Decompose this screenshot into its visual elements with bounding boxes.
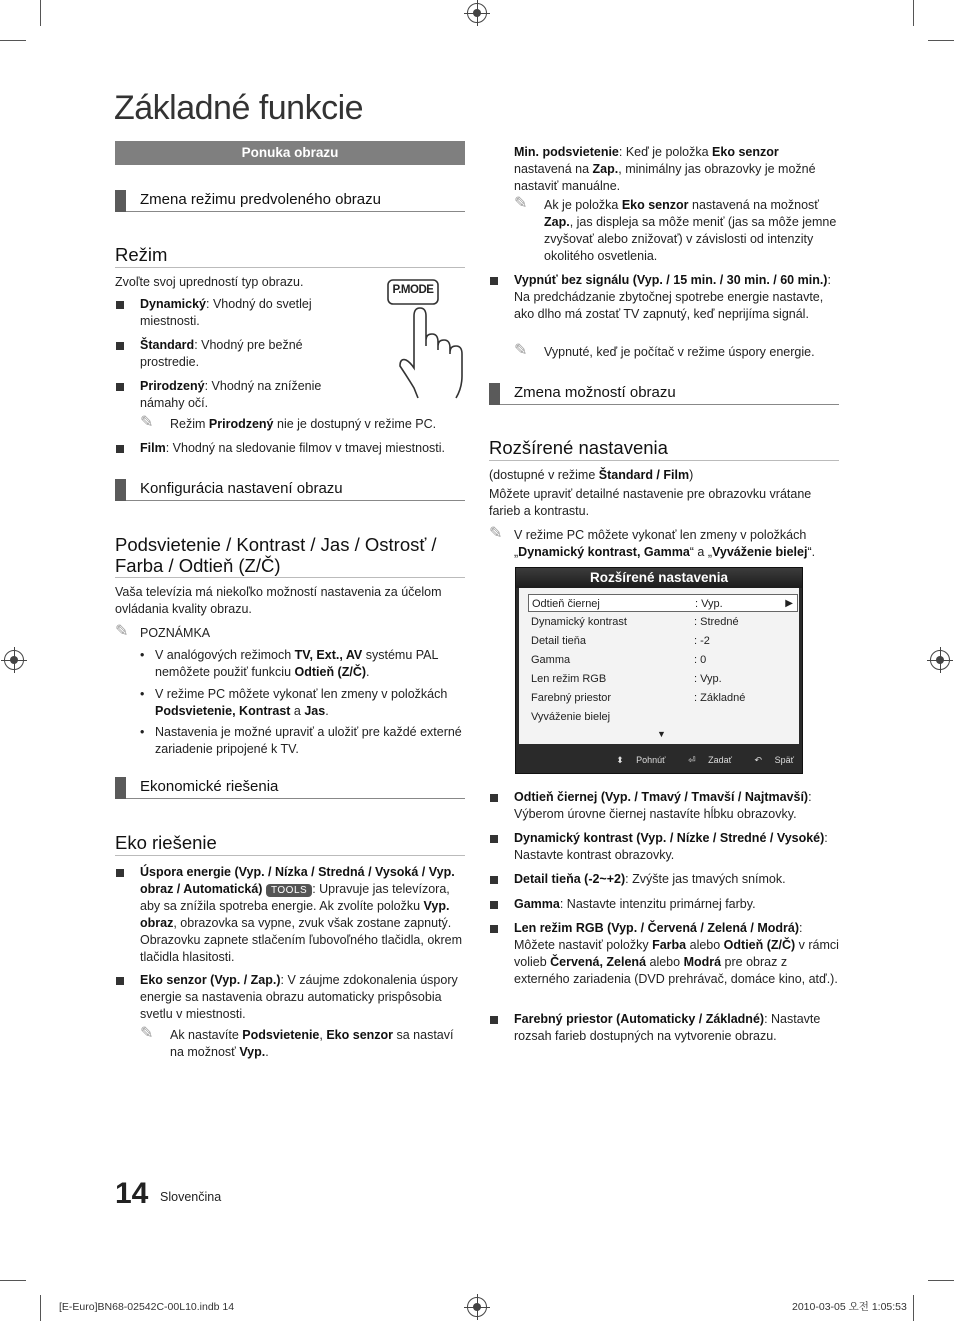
- list-item: Farebný priestor (Automaticky / Základné): Nastavte rozsah farieb dostupných na vytvorenie obrazu.: [489, 1011, 839, 1045]
- list-item: • V analógových režimoch TV, Ext., AV systému PAL nemôžete použiť funkciu Odtieň (Z/Č).: [140, 647, 465, 681]
- enter-hint: ⏎ Zadať: [688, 755, 733, 765]
- list-item: Úspora energie (Vyp. / Nízka / Stredná / Vysoká / Vyp. obraz / Automatická) TOOLS : Upravuje jas televízora, aby sa znížila spotreba energie. Ak zvolíte položku Vyp. obraz, obrazovka sa vypne, zvuk však zostane zapnutý. Obrazovku zapnete stlačením ľubovoľného tlačidla, okrem tlačidla hlasitosti.: [115, 864, 465, 966]
- osd-row[interactable]: Dynamický kontrast : Stredné: [531, 616, 739, 628]
- list-item: Prirodzený: Vhodný na zníženie námahy očí.: [115, 378, 335, 412]
- list-item: • Nastavenia je možné upraviť a uložiť pre každé externé zariadenie pripojené k TV.: [140, 724, 465, 758]
- list-item: Film: Vhodný na sledovanie filmov v tmavej miestnosti.: [115, 440, 465, 457]
- crop-mark: [928, 40, 954, 41]
- note-pencil-icon: ✎: [514, 342, 528, 359]
- scroll-down-icon[interactable]: ▼: [657, 729, 666, 739]
- note-pencil-icon: ✎: [514, 195, 528, 212]
- osd-footer: [516, 753, 802, 767]
- osd-row[interactable]: Detail tieňa : -2: [531, 635, 710, 647]
- crop-mark: [40, 1295, 41, 1321]
- tools-button-icon: TOOLS: [266, 884, 312, 897]
- page-title: Základné funkcie: [114, 89, 364, 127]
- menu-section-bar: Ponuka obrazu: [115, 141, 465, 165]
- section-header: Zmena režimu predvoleného obrazu: [115, 190, 465, 212]
- page-language: Slovenčina: [160, 1190, 222, 1204]
- crop-mark: [928, 1280, 954, 1281]
- section-header: Zmena možností obrazu: [489, 383, 839, 405]
- note-pencil-icon: ✎: [140, 1025, 154, 1042]
- list-item: Odtieň čiernej (Vyp. / Tmavý / Tmavší / Najtmavší): Výberom úrovne čiernej nastavíte hĺbku obrazovky.: [489, 789, 839, 823]
- crop-mark: [0, 40, 26, 41]
- note: ✎ Ak nastavíte Podsvietenie, Eko senzor sa nastaví na možnosť Vyp..: [140, 1025, 454, 1059]
- registration-mark-icon: [930, 650, 950, 670]
- list-item: • V režime PC môžete vykonať len zmeny v položkách Podsvietenie, Kontrast a Jas.: [140, 686, 465, 720]
- podsvietenie-intro: Vaša televízia má niekoľko možností nastavenia za účelom ovládania kvality obrazu.: [115, 585, 442, 616]
- print-footer-right: 2010-03-05 오전 1:05:53: [792, 1301, 907, 1313]
- crop-mark: [40, 0, 41, 26]
- list-item: Gamma: Nastavte intenzitu primárnej farby.: [489, 896, 839, 913]
- pmode-button-label: P.MODE: [392, 284, 434, 296]
- heading-eko: Eko riešenie: [115, 832, 465, 856]
- rozsirene-intro: Môžete upraviť detailné nastavenie pre obrazovku vrátane farieb a kontrastu.: [489, 487, 812, 518]
- move-hint: ⬍ Pohnúť: [616, 755, 666, 765]
- page-number: 14: [115, 1177, 149, 1210]
- heading-rezim: Režim: [115, 244, 465, 268]
- registration-mark-icon: [467, 3, 487, 23]
- note-pencil-icon: ✎: [489, 525, 503, 542]
- note-pencil-icon: ✎: [140, 414, 154, 431]
- osd-row[interactable]: Len režim RGB : Vyp.: [531, 673, 722, 685]
- print-footer-left: [E-Euro]BN68-02542C-00L10.indb 14: [59, 1301, 235, 1313]
- osd-menu: [515, 567, 803, 774]
- return-icon: ↶: [754, 755, 763, 765]
- crop-mark: [0, 1280, 26, 1281]
- note-header: ✎ POZNÁMKA: [115, 623, 211, 640]
- crop-mark: [913, 1295, 914, 1321]
- osd-panel: [519, 588, 799, 744]
- heading-podsvietenie: Podsvietenie / Kontrast / Jas / Ostrosť / Farba / Odtieň (Z/Č): [115, 534, 465, 578]
- osd-row-selected[interactable]: Odtieň čiernej : Vyp. ▶: [528, 594, 798, 612]
- registration-mark-icon: [467, 1297, 487, 1317]
- registration-mark-icon: [4, 650, 24, 670]
- list-item: Detail tieňa (-2~+2): Zvýšte jas tmavých snímok.: [489, 871, 839, 888]
- note: ✎ Režim Prirodzený nie je dostupný v režime PC.: [140, 414, 437, 431]
- osd-row[interactable]: Farebný priestor : Základné: [531, 692, 746, 704]
- rezim-intro: Zvoľte svoj upredností typ obrazu.: [115, 275, 304, 289]
- crop-mark: [913, 0, 914, 26]
- osd-row[interactable]: Gamma : 0: [531, 654, 707, 666]
- note-pencil-icon: ✎: [115, 623, 129, 640]
- min-podsvietenie-text: Min. podsvietenie: Keď je položka Eko senzor nastavená na Zap., minimálny jas obrazovky je možné nastaviť manuálne.: [514, 145, 816, 193]
- heading-rozsirene: Rozšírené nastavenia: [489, 437, 839, 461]
- section-header: Ekonomické riešenia: [115, 777, 465, 799]
- section-header: Konfigurácia nastavení obrazu: [115, 479, 465, 501]
- list-item: Dynamický kontrast (Vyp. / Nízke / Stredné / Vysoké): Nastavte kontrast obrazovky.: [489, 830, 839, 864]
- rozsirene-availability: (dostupné v režime Štandard / Film): [489, 468, 694, 482]
- arrow-right-icon: ▶: [785, 598, 793, 609]
- note: ✎ Vypnuté, keď je počítač v režime úspory energie.: [514, 342, 815, 359]
- note: ✎ Ak je položka Eko senzor nastavená na možnosť Zap., jas displeja sa môže meniť (jas sa môže jemne zvyšovať alebo znižovať) v závislosti od intenzity okolitého osvetlenia.: [514, 195, 837, 263]
- list-item: Len režim RGB (Vyp. / Červená / Zelená / Modrá): Môžete nastaviť položky Farba alebo Odtieň (Z/Č) v rámci volieb Červená, Zelená alebo Modrá pre obraz z externého zariadenia (DVD prehrávač, domáce kino, atď.).: [489, 920, 839, 988]
- list-item: Eko senzor (Vyp. / Zap.): V záujme zdokonalenia úspory energie sa nastavenia obrazu automaticky prispôsobia svetlu v miestnosti.: [115, 972, 465, 1023]
- enter-icon: ⏎: [688, 755, 696, 765]
- updown-icon: ⬍: [616, 755, 624, 765]
- osd-title: Rozšírené nastavenia: [516, 568, 802, 588]
- list-item: Dynamický: Vhodný do svetlej miestnosti.: [115, 296, 335, 330]
- osd-row[interactable]: Vyváženie bielej: [531, 711, 611, 723]
- note: ✎ V režime PC môžete vykonať len zmeny v položkách „Dynamický kontrast, Gamma“ a „Vyváženie bielej“.: [489, 525, 816, 559]
- list-item: Vypnúť bez signálu (Vyp. / 15 min. / 30 min. / 60 min.): Na predchádzanie zbytočnej spotrebe energie nastavte, ako dlho má zostať TV zapnutý, keď neprijíma signál.: [489, 272, 839, 323]
- back-hint: ↶ Späť: [754, 755, 794, 765]
- list-item: Štandard: Vhodný pre bežné prostredie.: [115, 337, 335, 371]
